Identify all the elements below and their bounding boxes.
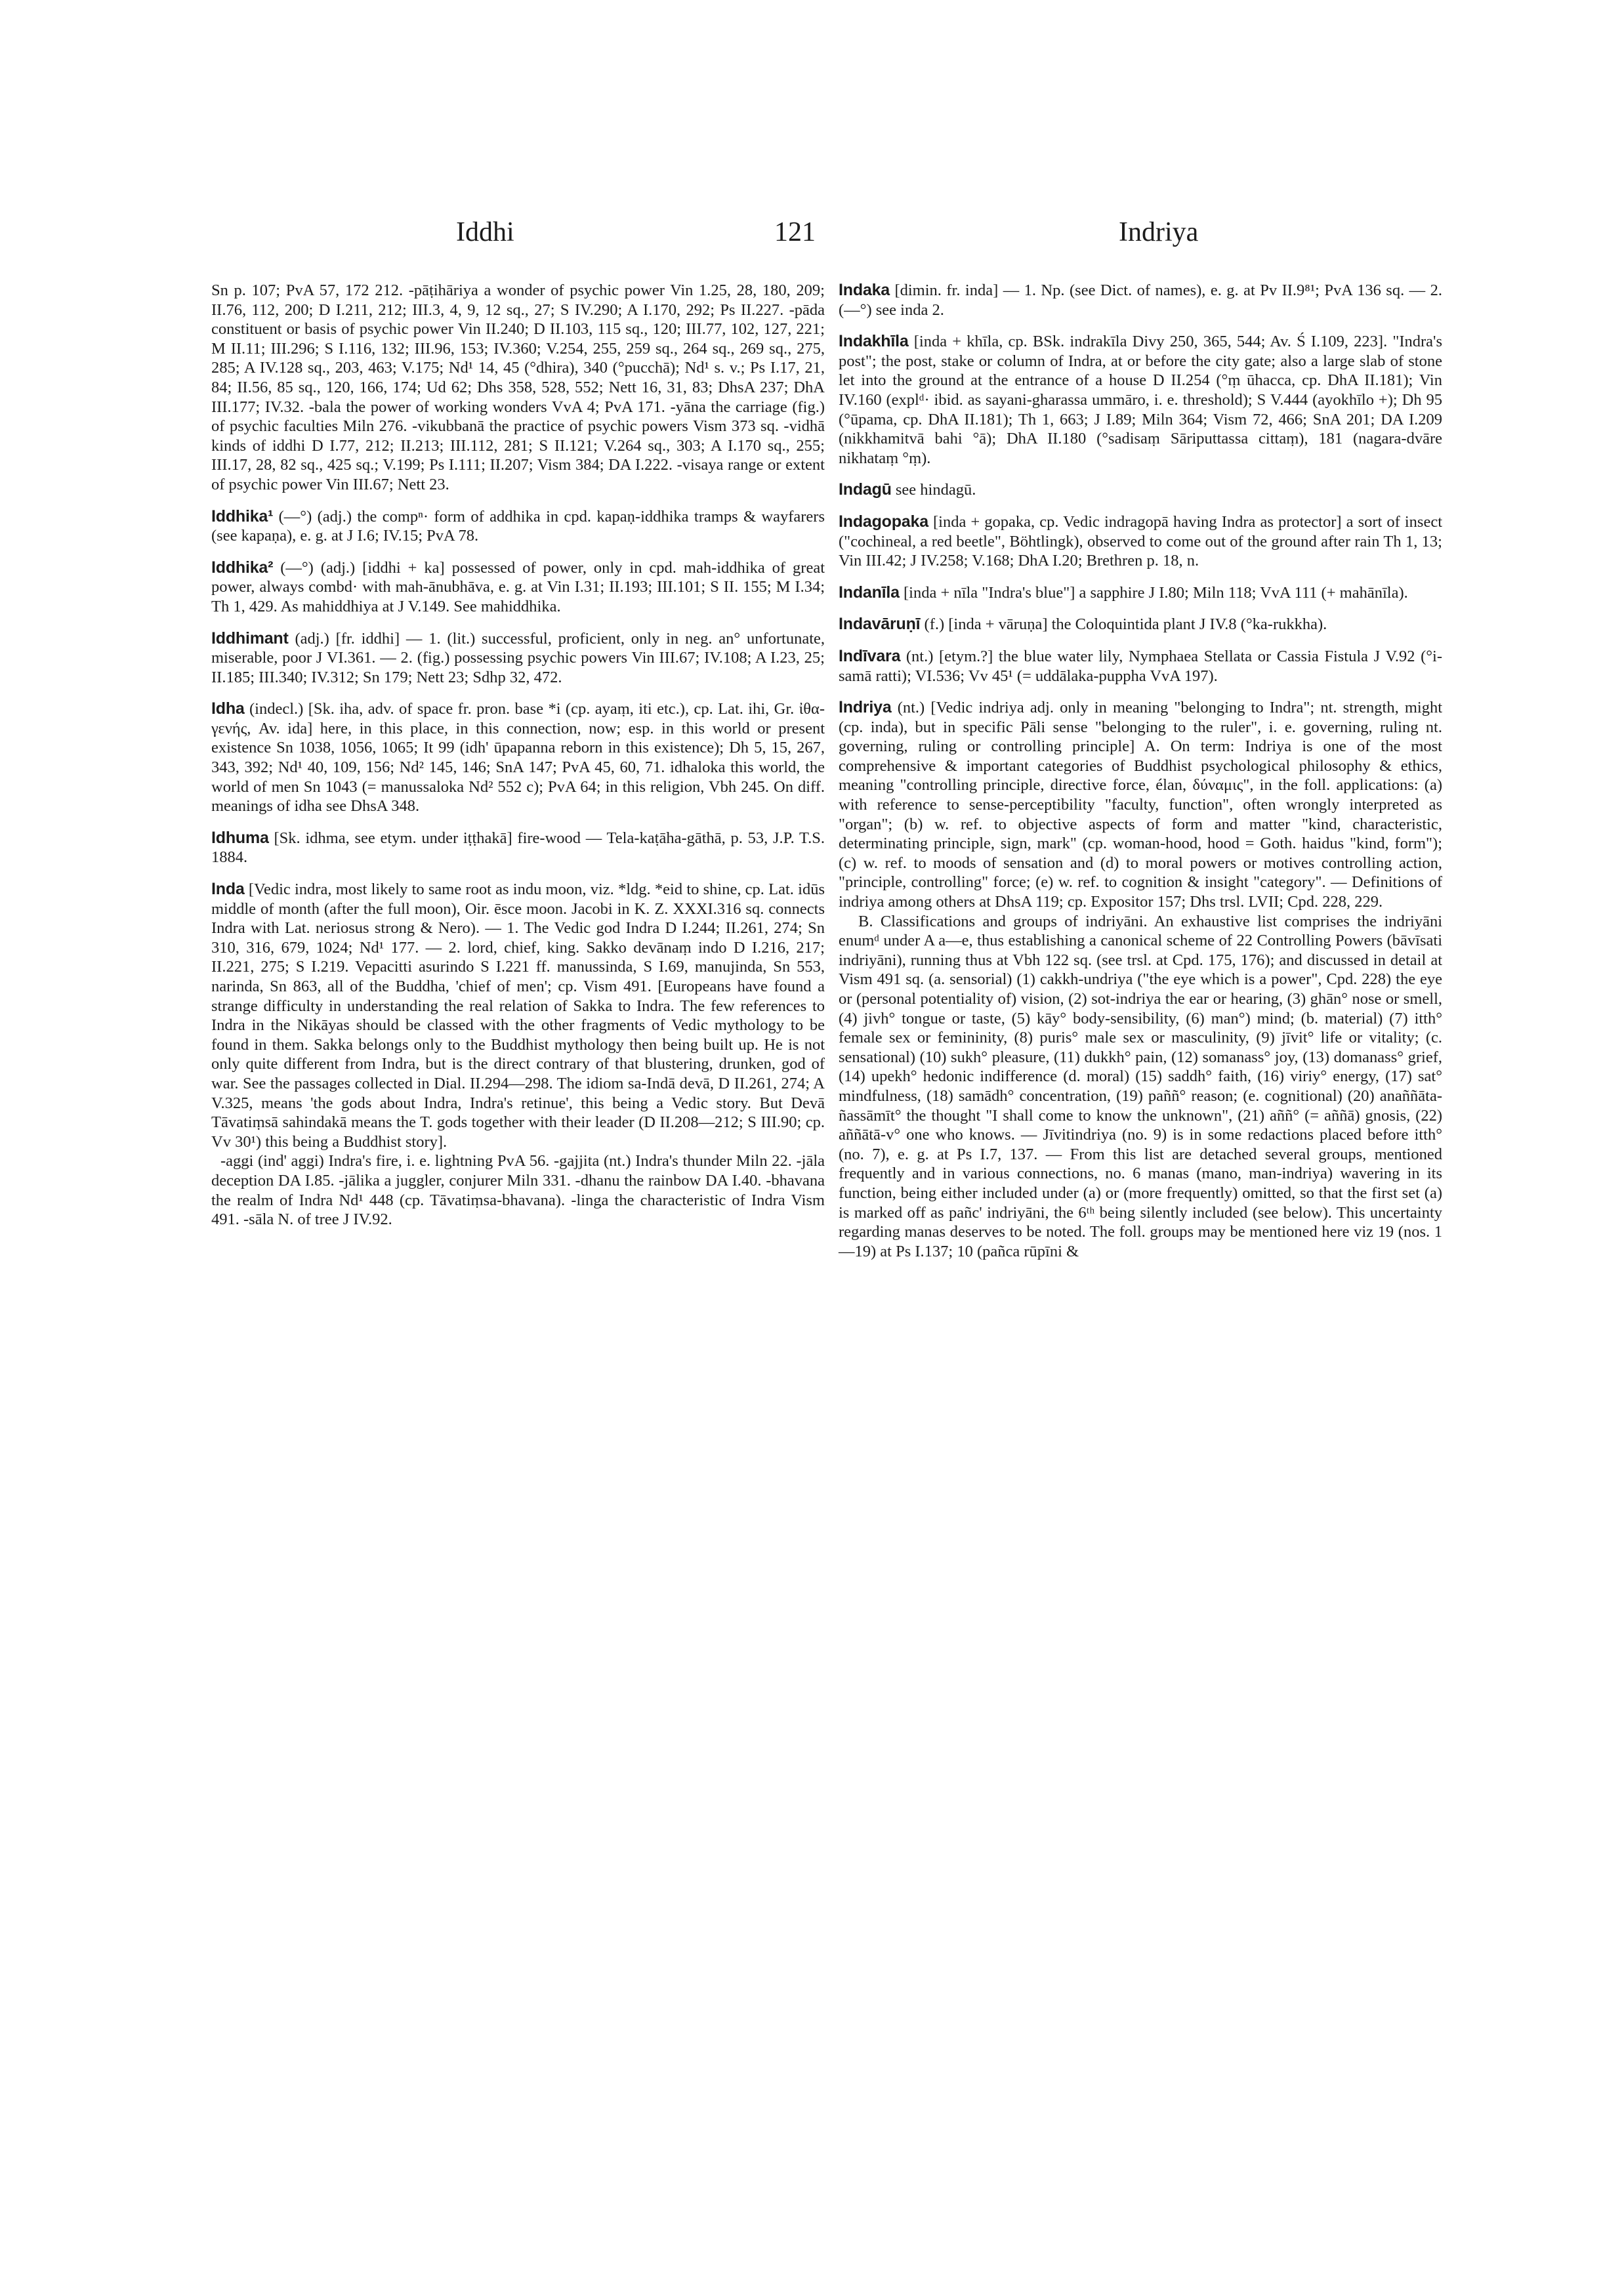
entry-text: (adj.) [fr. iddhi] — 1. (lit.) successful, proficient, only in neg. an° unfortunate, miserable, poor J VI.361. — 2. (fig.) possessing psychic powers Vin III.67; IV.108; A I.23, 25; II.185; III.340; IV.312; Sn 179; Nett 23; Sdhp 32, 472. — [211, 629, 825, 686]
entry-text: [Sk. idhma, see etym. under iṭṭhakā] fire-wood — Tela-kaṭāha-gāthā, p. 53, J.P. T.S. 1884. — [211, 829, 825, 867]
entry-text: (—°) (adj.) [iddhi + ka] possessed of power, only in cpd. mah-iddhika of great power, always combd· with mah-ānubhāva, e. g. at Vin I.31; II.193; III.101; S II. 155; M I.34; Th 1, 429. As mahiddhiya at J V.149. See mahiddhika. — [211, 558, 825, 615]
headword: Indakhīla — [839, 332, 909, 351]
entry-iddhika-2 — [211, 558, 825, 617]
entry-text: (indecl.) [Sk. iha, adv. of space fr. pron. base *i (cp. ayaṃ, iti etc.), cp. Lat. ihi, Gr. ἰθα-γενής, Av. ida] here, in this place, in this connection, now; esp. in this world or present existence Sn 1038, 1056, 1065; It 99 (idh' ūpapanna reborn in this existence); Dh 5, 15, 267, 343, 392; Nd¹ 40, 109, 156; Nd² 145, 146; SnA 147; PvA 45, 60, 71. idhaloka this world, the world of men Sn 1043 (= manussaloka Nd² 552 c); PvA 64; in this religion, Vbh 245. On diff. meanings of idha see DhsA 348. — [211, 700, 825, 816]
entry-indakhila — [839, 332, 1442, 468]
headword: Indanīla — [839, 583, 900, 602]
entry-iddhika-1 — [211, 507, 825, 546]
headword: Indavāruṇī — [839, 615, 921, 634]
entry-idha — [211, 699, 825, 816]
entry-iddhimant — [211, 629, 825, 688]
headword: Idhuma — [211, 828, 269, 847]
entry-indaka — [839, 281, 1442, 320]
headword: Indīvara — [839, 646, 901, 665]
entry-compounds: -aggi (ind' aggi) Indra's fire, i. e. lightning PvA 56. -gajjita (nt.) Indra's thunder Miln 22. -jāla deception DA I.85. -jālika a juggler, conjurer Miln 331. -dhanu the rainbow DA I.40. -bhavana the realm of Indra Nd¹ 448 (cp. Tāvatiṃsa-bhavana). -linga the characteristic of Indra Vism 491. -sāla N. of tree J IV.92. — [211, 1152, 825, 1229]
headword: Idha — [211, 699, 245, 718]
entry-text: (f.) [inda + vāruṇa] the Coloquintida plant J IV.8 (°ka-rukkha). — [924, 615, 1327, 634]
entry-indavaruni — [839, 615, 1442, 634]
headword: Inda — [211, 880, 245, 899]
right-column — [839, 281, 1442, 1273]
headword: Indriya — [839, 698, 892, 717]
entry-indagu — [839, 480, 1442, 500]
entry-text: (nt.) [Vedic indriya adj. only in meaning "belonging to Indra"; nt. strength, might (cp. inda), but in specific Pāli sense "belonging to the ruler", i. e. governing, ruling nt. governing, ruling or controlling principle] A. On term: Indriya is one of the most comprehensive & important categories of Buddhist psychological philosophy & ethics, meaning "controlling principle, directive force, élan, δύναμις", in the foll. applications: (a) with reference to sense-perceptibility "faculty, function", often wrongly interpreted as "organ"; (b) w. ref. to objective aspects of form and matter "kind, characteristic, determinating principle, sign, mark" (cp. woman-hood, hood = Goth. haidus "kind, form"); (c) w. ref. to moods of sensation and (d) to moral powers or motives controlling action, "principle, controlling" force; (e) w. ref. to cognition & insight "category". — Definitions of indriya among others at DhsA 119; cp. Expositor 157; Dhs trsl. LVII; Cpd. 228, 229. — [839, 699, 1442, 911]
entry-text: [inda + gopaka, cp. Vedic indragopā having Indra as protector] a sort of insect ("cochineal, a red beetle", Böhtlingk), observed to come out of the ground after rain Th 1, 13; Vin III.42; J IV.258; V.168; DhA I.20; Brethren p. 18, n. — [839, 512, 1443, 570]
entry-indagopaka — [839, 512, 1442, 571]
headword: Iddhika¹ — [211, 507, 274, 526]
headword: Iddhika² — [211, 558, 274, 577]
entry-section-b: B. Classifications and groups of indriyāni. An exhaustive list comprises the indriyāni enumᵈ under A a—e, thus establishing a canonical scheme of 22 Controlling Powers (bāvīsati indriyāni), running thus at Vbh 122 sq. (see trsl. at Cpd. 175, 176); and discussed in detail at Vism 491 sq. (a. sensorial) (1) cakkh-undriya ("the eye which is a power", Cpd. 228) the eye or (personal potentiality of) vision, (2) sot-indriya the ear or hearing, (3) ghān° nose or smell, (4) jivh° tongue or taste, (5) kāy° body-sensibility, (6) man°) mind; (b. material) (7) itth° female sex or femininity, (8) puris° male sex or masculinity, (9) jīvit° life or vitality; (c. sensational) (10) sukh° pleasure, (11) dukkh° pain, (12) somanass° joy, (13) domanass° grief, (14) upekh° hedonic indifference (d. moral) (15) saddh° faith, (16) viriy° energy, (17) sat° mindfulness, (18) samādh° concentration, (19) paññ° reason; (e. cognitional) (20) anaññāta-ñassāmīt° the thought "I shall come to know the unknown", (21) aññ° (= aññā) gnosis, (22) aññātā-v° one who knows. — Jīvitindriya (no. 9) is in some redactions placed before itth° (no. 7), e. g. at Ps I.7, 137. — From this list are detached several groups, mentioned frequently and in various connections, no. 6 manas (mano, man-indriya) wavering in its function, being either included under (a) or (more frequently) omitted, so that the first set (a) is marked off as pañc' indriyāni, the 6ᵗʰ being silently included (see below). This uncertainty regarding manas deserves to be noted. The foll. groups may be mentioned here viz 19 (nos. 1—19) at Ps I.137; 10 (pañca rūpīni & — [839, 912, 1442, 1260]
entry-iddhi-continued — [211, 281, 825, 495]
running-head — [0, 217, 1624, 256]
entry-idhuma — [211, 829, 825, 867]
page-number: 121 — [774, 217, 816, 247]
entry-text: (nt.) [etym.?] the blue water lily, Nymphaea Stellata or Cassia Fistula J V.92 (°i-samā ratti); VI.536; Vv 45¹ (= uddālaka-puppha VvA 197). — [839, 647, 1443, 685]
left-column — [211, 281, 825, 1242]
entry-indriya — [839, 698, 1442, 1261]
entry-text: [inda + nīla "Indra's blue"] a sapphire J I.80; Miln 118; VvA 111 (+ mahānīla). — [903, 583, 1408, 602]
entry-text: Sn p. 107; PvA 57, 172 212. -pāṭihāriya a wonder of psychic power Vin 1.25, 28, 180, 209; II.76, 112, 200; D I.211, 212; III.3, 4, 9, 12 sq., 27; S IV.290; A I.170, 292; Ps II.227. -pāda constituent or basis of psychic power Vin II.240; D II.103, 115 sq., 120; III.77, 102, 127, 221; M II.11; III.296; S I.116, 132; III.96, 153; IV.360; V.254, 255, 259 sq., 264 sq., 269 sq., 275, 285; A IV.128 sq., 203, 463; V.175; Nd¹ 14, 45 (°dhira), 340 (°pucchā); Nd¹ s. v.; Ps I.17, 21, 84; II.56, 85 sq., 120, 166, 174; Ud 62; Dhs 358, 528, 552; Nett 16, 31, 83; DhsA 237; DhA III.177; IV.32. -bala the power of working wonders VvA 4; PvA 171. -yāna the carriage (fig.) of psychic faculties Miln 276. -vikubbanā the practice of psychic powers Vism 373 sq. -vidhā kinds of iddhi D I.77, 212; II.213; III.112, 281; S II.121; V.264 sq., 303; A I.170 sq., 255; III.17, 28, 82 sq., 425 sq.; V.199; Ps I.111; II.207; Vism 384; DA I.222. -visaya range or extent of psychic power Vin III.67; Nett 23. — [211, 281, 825, 493]
headword: Indaka — [839, 281, 890, 299]
running-head-right: Indriya — [1119, 217, 1199, 247]
entry-inda — [211, 880, 825, 1230]
entry-text: [inda + khīla, cp. BSk. indrakīla Divy 250, 365, 544; Av. Ś I.109, 223]. "Indra's post"; the post, stake or column of Indra, at or before the city gate; also a large slab of stone let into the ground at the entrance of a house D II.254 (°ṃ ūhacca, cp. DhA II.181); Vin IV.160 (explᵈ· ibid. as sayani-gharassa ummāro, i. e. threshold); S V.444 (ayokhīlo +); Dh 95 (°ūpama, cp. DhA II.181); Th 1, 663; J I.89; Miln 364; Vism 72, 466; SnA 201; DA I.209 (nikkhamitvā bahi °ā); DhA II.180 (°sadisaṃ Sāriputtassa cittaṃ), 181 (nagara-dvāre nikhataṃ °ṃ). — [839, 333, 1443, 467]
headword: Indagopaka — [839, 512, 928, 531]
entry-text: (—°) (adj.) the compⁿ· form of addhika in cpd. kapaṇ-iddhika tramps & wayfarers (see kapaṇa), e. g. at J I.6; IV.15; PvA 78. — [211, 507, 825, 545]
entry-indanila — [839, 583, 1442, 603]
entry-text: [Vedic indra, most likely to same root as indu moon, viz. *ldg. *eid to shine, cp. Lat. idūs middle of month (after the full moon), Oir. ēsce moon. Jacobi in K. Z. XXXI.316 sq. connects Indra with Lat. neriosus strong & Nero). — 1. The Vedic god Indra D I.244; II.261, 274; Sn 310, 316, 679, 1024; Nd¹ 177. — 2. lord, chief, king. Sakko devānaṃ indo D I.216, 217; II.221, 275; S I.219. Vepacitti asurindo S I.221 ff. manussinda, S I.69, manujinda, Sn 553, narinda, Sn 863, all of the Buddha, 'chief of men'; cp. Vism 491. [Europeans have found a strange difficulty in understanding the real relation of Sakka to Indra. The few references to Indra in the Nikāyas should be classed with the other fragments of Vedic mythology to be found in them. Sakka belongs only to the Buddhist mythology then being built up. He is not only quite different from Indra, but is the direct contrary of that blustering, drunken, god of war. See the passages collected in Dial. II.294—298. The idiom sa-Indā devā, D II.261, 274; A V.325, means 'the gods about Indra, Indra's retinue', this being a Vedic story. But Devā Tāvatiṃsā sahindakā means the T. gods together with their leader (D II.208—212; S III.90; cp. Vv 30¹) this being a Buddhist story]. — [211, 880, 825, 1151]
entry-indivara — [839, 647, 1442, 686]
entry-text: [dimin. fr. inda] — 1. Np. (see Dict. of names), e. g. at Pv II.9⁸¹; PvA 136 sq. — 2. (—°) see inda 2. — [839, 281, 1442, 319]
running-head-left: Iddhi — [456, 217, 514, 247]
headword: Iddhimant — [211, 629, 289, 648]
entry-text: see hindagū. — [895, 481, 976, 499]
headword: Indagū — [839, 480, 892, 499]
